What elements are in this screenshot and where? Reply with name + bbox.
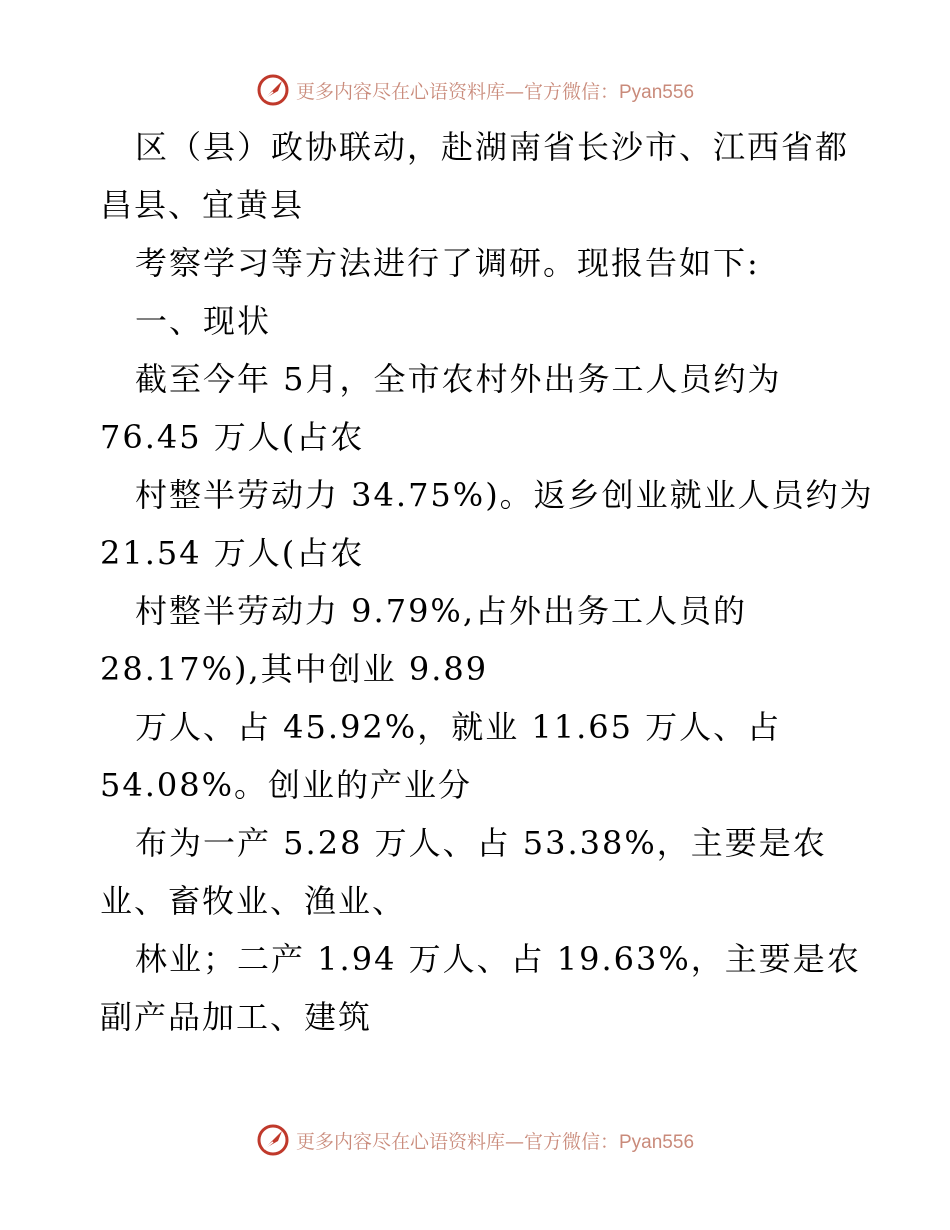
text-line: 考察学习等方法进行了调研。现报告如下:	[135, 244, 760, 282]
watermark-footer	[0, 1120, 950, 1160]
text-line: 54.08%。创业的产业分	[100, 766, 473, 804]
quill-logo-icon	[256, 73, 290, 107]
text-line: 副产品加工、建筑	[100, 998, 373, 1036]
text-line: 布为一产 5.28 万人、占 53.38%，主要是农	[135, 824, 827, 862]
text-line: 区（县）政协联动，赴湖南省长沙市、江西省都	[135, 128, 850, 166]
text-line: 一、现状	[135, 302, 272, 340]
text-line: 林业；二产 1.94 万人、占 19.63%，主要是农	[135, 940, 861, 978]
text-line: 村整半劳动力 34.75%)。返乡创业就业人员约为	[135, 476, 874, 514]
text-line: 村整半劳动力 9.79%,占外出务工人员的	[135, 592, 748, 630]
text-line: 万人、占 45.92%，就业 11.65 万人、占	[135, 708, 782, 746]
text-line: 业、畜牧业、渔业、	[100, 882, 407, 920]
watermark-label: 更多内容尽在心语资料库—官方微信：Pyan556	[295, 1130, 695, 1153]
quill-logo-icon	[256, 1123, 290, 1157]
watermark-header	[0, 70, 950, 110]
text-line: 21.54 万人(占农	[100, 534, 365, 572]
text-line: 昌县、宜黄县	[100, 186, 305, 224]
text-line: 76.45 万人(占农	[100, 418, 365, 456]
watermark-label: 更多内容尽在心语资料库—官方微信：Pyan556	[295, 80, 695, 103]
text-line: 28.17%),其中创业 9.89	[100, 650, 489, 688]
text-line: 截至今年 5月，全市农村外出务工人员约为	[135, 360, 782, 398]
